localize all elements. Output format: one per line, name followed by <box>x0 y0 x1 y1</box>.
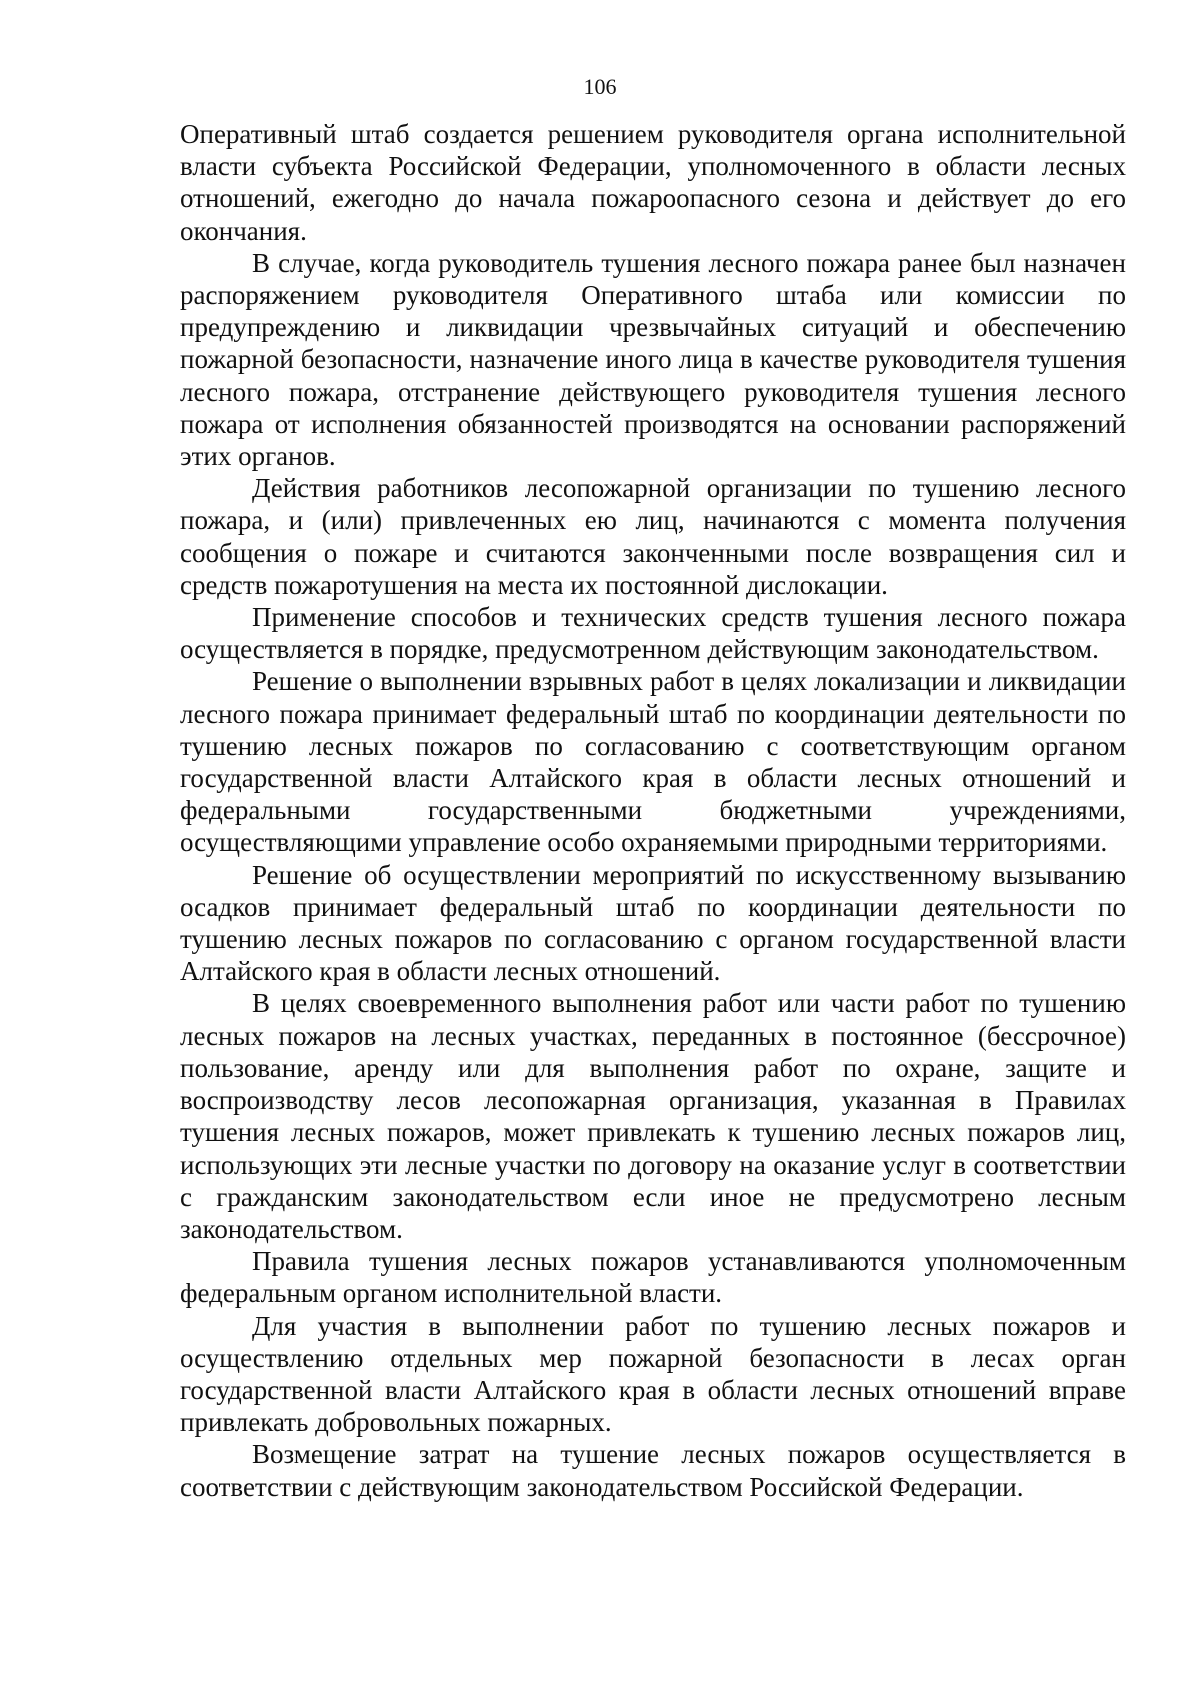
paragraph: Для участия в выполнении работ по тушению лесных пожаров и осуществлению отдельных мер пожарной безопасности в лесах орган государственной власти Алтайского края в области лесных отношений вправе привлекать добровольных пожарных. <box>180 1310 1126 1438</box>
paragraph: Оперативный штаб создается решением руководителя органа исполнительной власти субъекта Российской Федерации, уполномоченного в области лесных отношений, ежегодно до начала пожароопасного сезона и действует до его окончания. <box>180 119 1126 246</box>
paragraph: Применение способов и технических средств тушения лесного пожара осуществляется в порядке, предусмотренном действующим законодательством. <box>180 602 1126 665</box>
paragraph: Действия работников лесопожарной организации по тушению лесного пожара, и (или) привлеченных ею лиц, начинаются с момента получения сообщения о пожаре и считаются законченными после возвращения сил и средств пожаротушения на места их постоянной дислокации. <box>180 473 1126 600</box>
document-body <box>180 118 1126 1503</box>
paragraph: В целях своевременного выполнения работ или части работ по тушению лесных пожаров на лесных участках, переданных в постоянное (бессрочное) пользование, аренду или для выполнения работ по охране, защите и воспроизводству лесов лесопожарная организация, указанная в Правилах тушения лесных пожаров, может привлекать к тушению лесных пожаров лиц, использующих эти лесные участки по договору на оказание услуг в соответствии с гражданским законодательством если иное не предусмотрено лесным законодательством. <box>180 988 1126 1244</box>
paragraph: Правила тушения лесных пожаров устанавливаются уполномоченным федеральным органом исполнительной власти. <box>180 1246 1126 1309</box>
page-number: 106 <box>583 74 617 99</box>
paragraph: В случае, когда руководитель тушения лесного пожара ранее был назначен распоряжением руководителя Оперативного штаба или комиссии по предупреждению и ликвидации чрезвычайных ситуаций и обеспечению пожарной безопасности, назначение иного лица в качестве руководителя тушения лесного пожара, отстранение действующего руководителя тушения лесного пожара от исполнения обязанностей производятся на основании распоряжений этих органов. <box>180 247 1126 472</box>
paragraph: Решение о выполнении взрывных работ в целях локализации и ликвидации лесного пожара принимает федеральный штаб по координации деятельности по тушению лесных пожаров по согласованию с соответствующим органом государственной власти Алтайского края в области лесных отношений и федеральными государственными бюджетными учреждениями, осуществляющими управление особо охраняемыми природными территориями. <box>180 666 1126 858</box>
paragraph: Возмещение затрат на тушение лесных пожаров осуществляется в соответствии с действующим законодательством Российской Федерации. <box>180 1439 1126 1502</box>
paragraph: Решение об осуществлении мероприятий по искусственному вызыванию осадков принимает федеральный штаб по координации деятельности по тушению лесных пожаров по согласованию с органом государственной власти Алтайского края в области лесных отношений. <box>180 859 1126 987</box>
